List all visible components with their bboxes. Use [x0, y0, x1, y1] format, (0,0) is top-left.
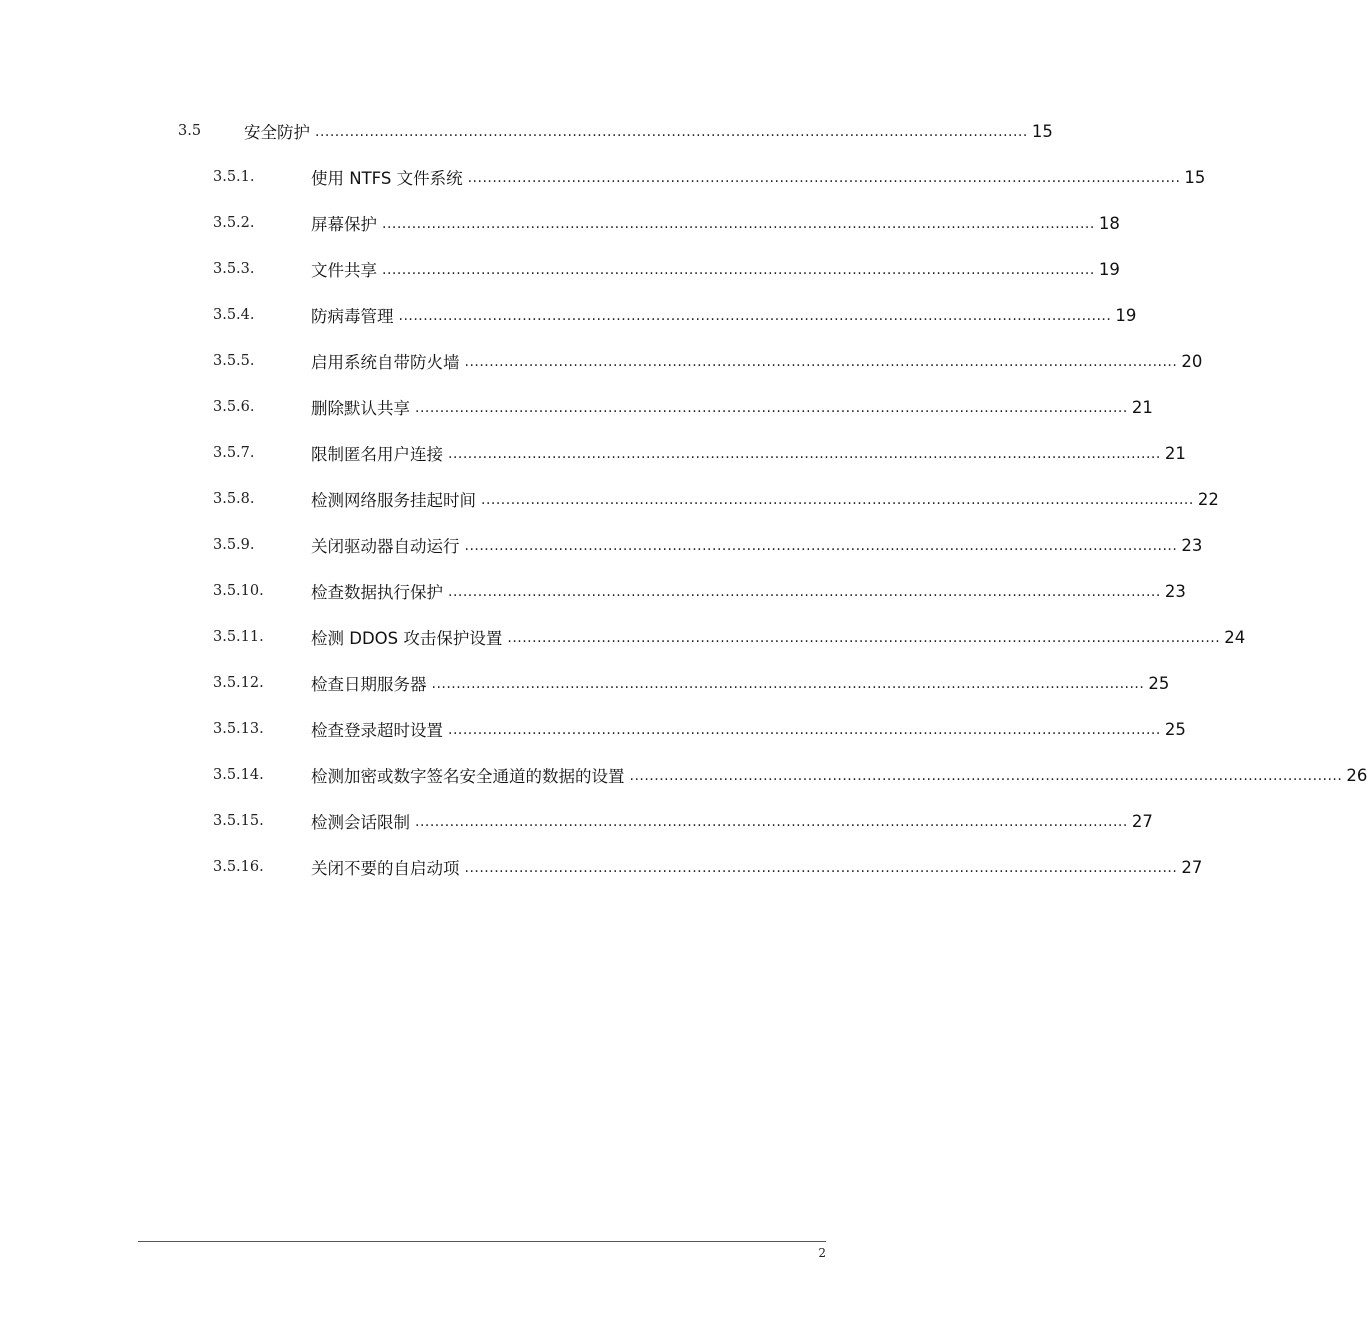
toc-item-row[interactable] — [213, 532, 1203, 558]
toc-leader-dots: ................................................................................................................................................ — [507, 630, 1221, 646]
toc-leader-dots: ................................................................................................................................................ — [448, 584, 1161, 600]
toc-item-row[interactable] — [213, 486, 1219, 512]
toc-item-number: 3.5.7. — [213, 445, 255, 461]
toc-item-number: 3.5.6. — [213, 399, 255, 415]
toc-item-row[interactable] — [213, 854, 1203, 880]
toc-item-number: 3.5.9. — [213, 537, 255, 553]
toc-item-row[interactable] — [213, 670, 1170, 696]
toc-item-number: 3.5.10. — [213, 583, 264, 599]
toc-item-title: 限制匿名用户连接 — [311, 445, 443, 464]
toc-item-number: 3.5.14. — [213, 767, 264, 783]
toc-item-title: 文件共享 — [311, 261, 377, 280]
toc-item-title: 关闭不要的自启动项 — [311, 859, 460, 878]
toc-item-page: 24 — [1224, 627, 1246, 647]
toc-item-title: 检测网络服务挂起时间 — [311, 491, 476, 510]
toc-item-page: 21 — [1164, 443, 1186, 463]
toc-item-title: 检查数据执行保护 — [311, 583, 443, 602]
toc-item-number: 3.5.2. — [213, 215, 255, 231]
toc-item-title: 检测会话限制 — [311, 813, 410, 832]
toc-item-row[interactable] — [213, 762, 1367, 788]
toc-item-page: 27 — [1131, 811, 1153, 831]
toc-item-title: 删除默认共享 — [311, 399, 410, 418]
toc-item-number: 3.5.1. — [213, 169, 255, 185]
toc-item-page: 23 — [1164, 581, 1186, 601]
toc-item-page: 18 — [1098, 213, 1120, 233]
toc-item-number: 3.5.4. — [213, 307, 255, 323]
toc-section-page: 15 — [1031, 121, 1053, 141]
page-number: 2 — [818, 1246, 826, 1260]
toc-leader-dots: ................................................................................................................................................ — [464, 354, 1178, 370]
toc-item-page: 23 — [1181, 535, 1203, 555]
toc-item-title: 检测 DDOS 攻击保护设置 — [311, 629, 503, 648]
toc-item-number: 3.5.3. — [213, 261, 255, 277]
toc-item-title: 检查日期服务器 — [311, 675, 427, 694]
toc-leader-dots: ................................................................................................................................................ — [382, 216, 1095, 232]
toc-item-page: 19 — [1115, 305, 1137, 325]
toc-leader-dots: ................................................................................................................................................ — [431, 676, 1145, 692]
toc-item-page: 25 — [1164, 719, 1186, 739]
toc-item-number: 3.5.16. — [213, 859, 264, 875]
toc-item-number: 3.5.12. — [213, 675, 264, 691]
toc-item-row[interactable] — [213, 716, 1186, 742]
footer-divider — [138, 1241, 826, 1242]
toc-item-page: 22 — [1197, 489, 1219, 509]
toc-item-number: 3.5.5. — [213, 353, 255, 369]
toc-section-title: 安全防护 — [244, 123, 310, 142]
toc-leader-dots: ................................................................................................................................................ — [415, 400, 1128, 416]
toc-leader-dots: ................................................................................................................................................ — [415, 814, 1128, 830]
toc-item-page: 27 — [1181, 857, 1203, 877]
toc-leader-dots: ................................................................................................................................................ — [464, 860, 1178, 876]
toc-item-row[interactable] — [213, 394, 1153, 420]
toc-item-row[interactable] — [213, 302, 1137, 328]
toc-leader-dots: ................................................................................................................................................ — [448, 722, 1161, 738]
toc-section-number: 3.5 — [178, 123, 202, 139]
toc-item-page: 21 — [1131, 397, 1153, 417]
toc-item-row[interactable] — [213, 808, 1153, 834]
toc-leader-dots: ................................................................................................................................................ — [382, 262, 1095, 278]
toc-item-title: 屏幕保护 — [311, 215, 377, 234]
toc-item-page: 25 — [1148, 673, 1170, 693]
toc-item-title: 使用 NTFS 文件系统 — [311, 169, 463, 188]
toc-leader-dots: ................................................................................................................................................ — [398, 308, 1112, 324]
toc-item-row[interactable] — [213, 256, 1120, 282]
toc-item-title: 防病毒管理 — [311, 307, 394, 326]
toc-leader-dots: ................................................................................................................................................ — [315, 124, 1028, 140]
toc-item-row[interactable] — [213, 210, 1120, 236]
toc-leader-dots: ................................................................................................................................................ — [629, 768, 1343, 784]
toc-item-row[interactable] — [213, 164, 1206, 190]
toc-item-title: 检测加密或数字签名安全通道的数据的设置 — [311, 767, 625, 786]
toc-item-page: 20 — [1181, 351, 1203, 371]
toc-item-page: 26 — [1346, 765, 1367, 785]
toc-section-row[interactable] — [178, 118, 1053, 144]
toc-leader-dots: ................................................................................................................................................ — [448, 446, 1161, 462]
toc-item-page: 15 — [1184, 167, 1206, 187]
toc-item-title: 检查登录超时设置 — [311, 721, 443, 740]
toc-item-number: 3.5.13. — [213, 721, 264, 737]
toc-item-row[interactable] — [213, 578, 1186, 604]
toc-item-row[interactable] — [213, 624, 1246, 650]
toc-item-page: 19 — [1098, 259, 1120, 279]
toc-item-row[interactable] — [213, 440, 1186, 466]
toc-item-title: 关闭驱动器自动运行 — [311, 537, 460, 556]
toc-item-number: 3.5.15. — [213, 813, 264, 829]
toc-leader-dots: ................................................................................................................................................ — [481, 492, 1194, 508]
toc-item-number: 3.5.11. — [213, 629, 264, 645]
toc-item-title: 启用系统自带防火墙 — [311, 353, 460, 372]
toc-item-row[interactable] — [213, 348, 1203, 374]
toc-leader-dots: ................................................................................................................................................ — [467, 170, 1181, 186]
toc-item-number: 3.5.8. — [213, 491, 255, 507]
toc-leader-dots: ................................................................................................................................................ — [464, 538, 1178, 554]
